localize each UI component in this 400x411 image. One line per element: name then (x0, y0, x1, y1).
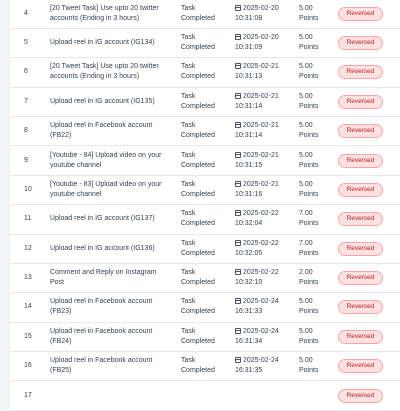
task-history-table (10, 0, 400, 411)
status-badge: Reversed (338, 154, 383, 168)
task-status: Task Completed (181, 357, 215, 375)
task-time: 10:32:10 (235, 279, 263, 287)
row-number: 14 (24, 303, 32, 311)
task-status: Task Completed (181, 298, 215, 316)
row-number: 8 (24, 127, 28, 135)
status-badge: Reversed (338, 183, 383, 197)
task-title: [20 Tweet Task] Use upto 20 twitter accounts (Ending in 3 hours) (50, 4, 159, 22)
task-datetime (235, 391, 297, 401)
calendar-icon (235, 240, 241, 246)
task-date: 2025-02-22 (243, 269, 279, 277)
task-status: Task Completed (181, 180, 215, 198)
task-title: Comment and Reply on Instagram Post (50, 269, 157, 287)
task-title: Upload reel in Facebook account (FB23) (50, 298, 153, 316)
status-badge: Reversed (338, 300, 383, 314)
calendar-icon (235, 93, 241, 99)
calendar-icon (235, 357, 241, 363)
task-date: 2025-02-24 (243, 298, 279, 306)
task-title: Upload reel in IG account (IG136) (50, 244, 155, 252)
task-points: 5.00 Points (299, 122, 319, 140)
table-row (10, 293, 400, 322)
table-row (10, 323, 400, 352)
status-badge: Reversed (338, 389, 383, 403)
task-title: Upload reel in IG account (IG134) (50, 38, 155, 46)
task-datetime (235, 62, 297, 82)
status-badge: Reversed (338, 212, 383, 226)
task-title: Upload reel in Facebook account (FB22) (50, 122, 153, 140)
task-date: 2025-02-21 (243, 63, 279, 71)
task-time: 10:31:13 (235, 73, 263, 81)
task-date: 2025-02-24 (243, 357, 279, 365)
task-time: 10:32:04 (235, 220, 263, 228)
row-number: 12 (24, 244, 32, 252)
task-points: 5.00 Points (299, 92, 319, 110)
task-status: Task Completed (181, 92, 215, 110)
task-title: Upload reel in Facebook account (FB24) (50, 327, 153, 345)
calendar-icon (235, 328, 241, 334)
status-badge: Reversed (338, 65, 383, 79)
task-points: 7.00 Points (299, 239, 319, 257)
calendar-icon (235, 152, 241, 158)
task-status: Task Completed (181, 63, 215, 81)
task-status: Task Completed (181, 269, 215, 287)
row-number: 10 (24, 185, 32, 193)
row-number: 4 (24, 9, 28, 17)
task-points: 2.00 Points (299, 269, 319, 287)
table-row (10, 176, 400, 205)
calendar-icon (235, 5, 241, 11)
table-row (10, 235, 400, 264)
task-time: 10:31:14 (235, 102, 263, 110)
task-time: 10:31:15 (235, 161, 263, 169)
row-number: 11 (24, 215, 32, 223)
task-title: Upload reel in IG account (IG137) (50, 215, 155, 223)
task-datetime (235, 268, 297, 288)
status-badge: Reversed (338, 359, 383, 373)
task-datetime (235, 4, 297, 24)
status-badge: Reversed (338, 36, 383, 50)
table-row (10, 146, 400, 175)
task-datetime (235, 180, 297, 200)
task-points: 5.00 Points (299, 180, 319, 198)
task-datetime (235, 121, 297, 141)
table-row (10, 58, 400, 87)
task-date: 2025-02-22 (243, 239, 279, 247)
status-badge: Reversed (338, 7, 383, 21)
task-datetime (235, 92, 297, 112)
table-row (10, 381, 400, 410)
calendar-icon (235, 210, 241, 216)
task-points: 5.00 Points (299, 327, 319, 345)
status-badge: Reversed (338, 330, 383, 344)
task-points: 5.00 Points (299, 357, 319, 375)
table-row (10, 117, 400, 146)
task-status: Task Completed (181, 33, 215, 51)
task-points: 5.00 Points (299, 63, 319, 81)
task-date: 2025-02-20 (243, 4, 279, 12)
task-datetime (235, 327, 297, 347)
table-row (10, 0, 400, 29)
task-time: 10:31:16 (235, 190, 263, 198)
task-datetime (235, 33, 297, 53)
row-number: 16 (24, 362, 32, 370)
task-title: Upload reel in IG account (IG135) (50, 97, 155, 105)
table-row (10, 205, 400, 234)
task-points: 5.00 Points (299, 298, 319, 316)
task-status: Task Completed (181, 327, 215, 345)
task-time: 10:31:14 (235, 132, 263, 140)
task-date: 2025-02-21 (243, 122, 279, 130)
task-status: Task Completed (181, 4, 215, 22)
task-datetime (235, 356, 297, 376)
task-time: 10:32:05 (235, 249, 263, 257)
task-status: Task Completed (181, 239, 215, 257)
task-time: 10:31:08 (235, 14, 263, 22)
row-number: 9 (24, 156, 28, 164)
row-number: 17 (24, 391, 32, 399)
task-datetime (235, 151, 297, 171)
task-time: 16:31:33 (235, 308, 263, 316)
task-date: 2025-02-24 (243, 327, 279, 335)
calendar-icon (235, 269, 241, 275)
status-badge: Reversed (338, 242, 383, 256)
calendar-icon (235, 181, 241, 187)
status-badge: Reversed (338, 95, 383, 109)
task-title: [Youtube - 84] Upload video on your youtube channel (50, 151, 162, 169)
task-status: Task Completed (181, 151, 215, 169)
table-row (10, 29, 400, 58)
task-time: 16:31:34 (235, 337, 263, 345)
task-points: 5.00 Points (299, 4, 319, 22)
table-row (10, 88, 400, 117)
table-row (10, 264, 400, 293)
row-number: 6 (24, 68, 28, 76)
task-time: 16:31:35 (235, 367, 263, 375)
task-datetime (235, 297, 297, 317)
table-row (10, 352, 400, 381)
row-number: 15 (24, 332, 32, 340)
task-title: [20 Tweet Task] Use upto 20 twitter accounts (Ending in 3 hours) (50, 63, 159, 81)
calendar-icon (235, 122, 241, 128)
task-date: 2025-02-22 (243, 210, 279, 218)
calendar-icon (235, 63, 241, 69)
calendar-icon (235, 34, 241, 40)
calendar-icon (235, 298, 241, 304)
status-badge: Reversed (338, 271, 383, 285)
task-points: 5.00 Points (299, 151, 319, 169)
task-time: 10:31:09 (235, 43, 263, 51)
task-date: 2025-02-21 (243, 92, 279, 100)
task-date: 2025-02-21 (243, 180, 279, 188)
status-badge: Reversed (338, 124, 383, 138)
task-points: 7.00 Points (299, 210, 319, 228)
task-date: 2025-02-21 (243, 151, 279, 159)
row-number: 13 (24, 274, 32, 282)
row-number: 5 (24, 38, 28, 46)
task-date: 2025-02-20 (243, 33, 279, 41)
task-datetime (235, 239, 297, 259)
task-title: Upload reel in Facebook account (FB25) (50, 357, 153, 375)
task-status: Task Completed (181, 122, 215, 140)
task-datetime (235, 209, 297, 229)
task-status: Task Completed (181, 210, 215, 228)
row-number: 7 (24, 97, 28, 105)
task-points: 5.00 Points (299, 33, 319, 51)
task-title: [Youtube - 83] Upload video on your youtube channel (50, 180, 162, 198)
